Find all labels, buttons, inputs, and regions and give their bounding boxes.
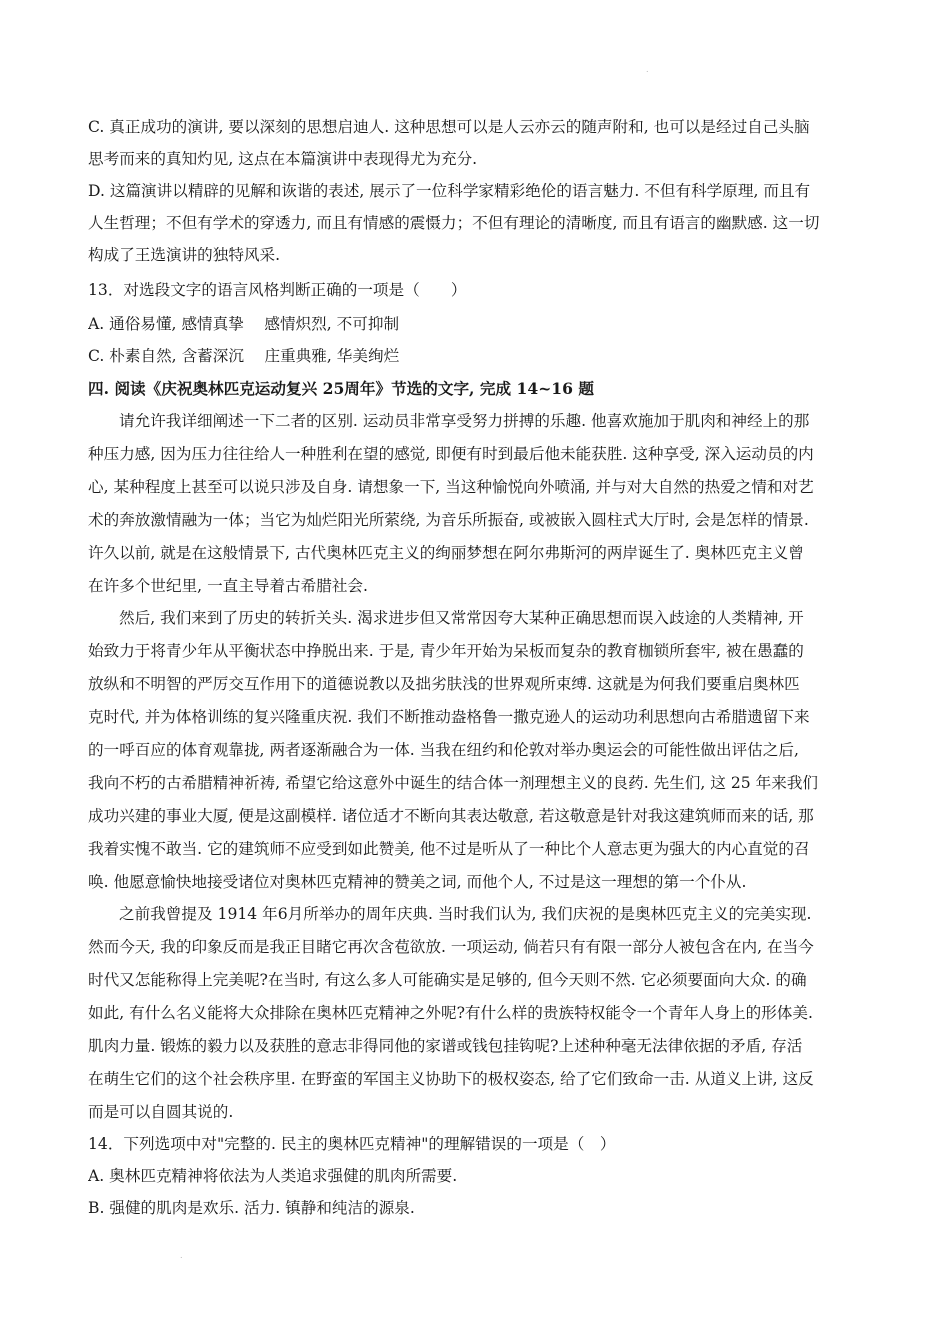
- option-d-line-2: 人生哲理；不但有学术的穿透力, 而且有情感的震慑力；不但有理论的清晰度, 而且有语言的幽默感. 这一切: [88, 214, 820, 232]
- paragraph-2-line-8: 我着实愧不敢当. 它的建筑师不应受到如此赞美, 他不过是听从了一种比个人意志更为强大的内心直觉的召: [88, 840, 810, 858]
- question-14-option-b: B. 强健的肌肉是欢乐. 活力. 镇静和纯洁的源泉.: [88, 1199, 415, 1217]
- paragraph-2-line-3: 放纵和不明智的严厉交互作用下的道德说教以及拙劣肤浅的世界观所束缚. 这就是为何我们要重启奥林匹: [88, 675, 800, 693]
- paragraph-3-line-7: 而是可以自圆其说的.: [88, 1103, 234, 1121]
- paragraph-3-line-5: 肌肉力量. 锻炼的毅力以及获胜的意志非得同他的家谱或钱包挂钩呢?上述种种毫无法律依据的矛盾, 存活: [88, 1037, 803, 1055]
- question-13-options-ab: A. 通俗易懂, 感情真挚 感情炽烈, 不可抑制: [88, 315, 400, 333]
- paragraph-1-line-3: 心, 某种程度上甚至可以说只涉及自身. 请想象一下, 当这种愉悦向外喷涌, 并与对大自然的热爱之情和对艺: [88, 478, 814, 496]
- option-d-line-3: 构成了王选演讲的独特风采.: [88, 246, 281, 264]
- paragraph-3-line-3: 时代又怎能称得上完美呢?在当时, 有这么多人可能确实是足够的, 但今天则不然. 它必须要面向大众. 的确: [88, 971, 807, 989]
- paragraph-3-line-6: 在萌生它们的这个社会秩序里. 在野蛮的军国主义协助下的极权姿态, 给了它们致命一击. 从道义上讲, 这反: [88, 1070, 814, 1088]
- paragraph-1-line-4: 术的奔放激情融为一体；当它为灿烂阳光所萦绕, 为音乐所振奋, 或被嵌入圆柱式大厅时, 会是怎样的情景.: [88, 511, 809, 529]
- option-c-line-2: 思考而来的真知灼见, 这点在本篇演讲中表现得尤为充分.: [88, 150, 478, 168]
- paragraph-2-line-4: 克时代, 并为体格训练的复兴隆重庆祝. 我们不断推动盎格鲁一撒克逊人的运动功利思想向古希腊遗留下来: [88, 708, 810, 726]
- paragraph-2-line-9: 唤. 他愿意愉快地接受诸位对奥林匹克精神的赞美之词, 而他个人, 不过是这一理想的第一个仆从.: [88, 873, 747, 891]
- section-heading: 四. 阅读《庆祝奥林匹克运动复兴 25周年》节选的文字, 完成 14~16 题: [88, 379, 595, 398]
- corner-mark: .: [646, 65, 649, 74]
- paragraph-3-line-1: 之前我曾提及 1914 年6月所举办的周年庆典. 当时我们认为, 我们庆祝的是奥林匹克主义的完美实现.: [119, 905, 812, 923]
- paragraph-1-line-5: 许久以前, 就是在这般情景下, 古代奥林匹克主义的绚丽梦想在阿尔弗斯河的两岸诞生了. 奥林匹克主义曾: [88, 544, 804, 562]
- paragraph-2-line-5: 的一呼百应的体育观靠拢, 两者逐渐融合为一体. 当我在纽约和伦敦对举办奥运会的可能性做出评估之后,: [88, 741, 799, 759]
- paragraph-1-line-1: 请允许我详细阐述一下二者的区别. 运动员非常享受努力拼搏的乐趣. 他喜欢施加于肌肉和神经上的那: [119, 412, 810, 430]
- question-13-options-cd: C. 朴素自然, 含蓄深沉 庄重典雅, 华美绚烂: [88, 347, 400, 365]
- corner-mark: .: [180, 1251, 183, 1260]
- question-13: 13．对选段文字的语言风格判断正确的一项是（ ）: [88, 281, 467, 299]
- paragraph-1-line-6: 在许多个世纪里, 一直主导着古希腊社会.: [88, 577, 368, 595]
- paragraph-3-line-2: 然而今天, 我的印象反而是我正目睹它再次含苞欲放. 一项运动, 倘若只有有限一部分人被包含在内, 在当今: [88, 938, 814, 956]
- paragraph-3-line-4: 如此, 有什么名义能将大众排除在奥林匹克精神之外呢?有什么样的贵族特权能令一个青年人身上的形体美.: [88, 1004, 813, 1022]
- paragraph-2-line-6: 我向不朽的古希腊精神祈祷, 希望它给这意外中诞生的结合体一剂理想主义的良药. 先生们, 这 25 年来我们: [88, 774, 819, 792]
- paragraph-2-line-2: 始致力于将青少年从平衡状态中挣脱出来. 于是, 青少年开始为呆板而复杂的教育枷锁所套牢, 被在愚蠢的: [88, 642, 804, 660]
- paragraph-2-line-7: 成功兴建的事业大厦, 便是这副模样. 诸位适才不断向其表达敬意, 若这敬意是针对我这建筑师而来的话, 那: [88, 807, 814, 825]
- question-14: 14．下列选项中对"完整的. 民主的奥林匹克精神"的理解错误的一项是（ ）: [88, 1135, 616, 1153]
- question-14-option-a: A. 奥林匹克精神将依法为人类追求强健的肌肉所需要.: [88, 1167, 458, 1185]
- option-d-line-1: D. 这篇演讲以精辟的见解和诙谐的表述, 展示了一位科学家精彩绝伦的语言魅力. 不但有科学原理, 而且有: [88, 182, 811, 200]
- option-c-line-1: C. 真正成功的演讲, 要以深刻的思想启迪人. 这种思想可以是人云亦云的随声附和, 也可以是经过自己头脑: [88, 118, 810, 136]
- paragraph-2-line-1: 然后, 我们来到了历史的转折关头. 渴求进步但又常常因夸大某种正确思想而误入歧途的人类精神, 开: [119, 609, 804, 627]
- paragraph-1-line-2: 种压力感, 因为压力往往给人一种胜利在望的感觉, 即便有时到最后他未能获胜. 这种享受, 深入运动员的内: [88, 445, 814, 463]
